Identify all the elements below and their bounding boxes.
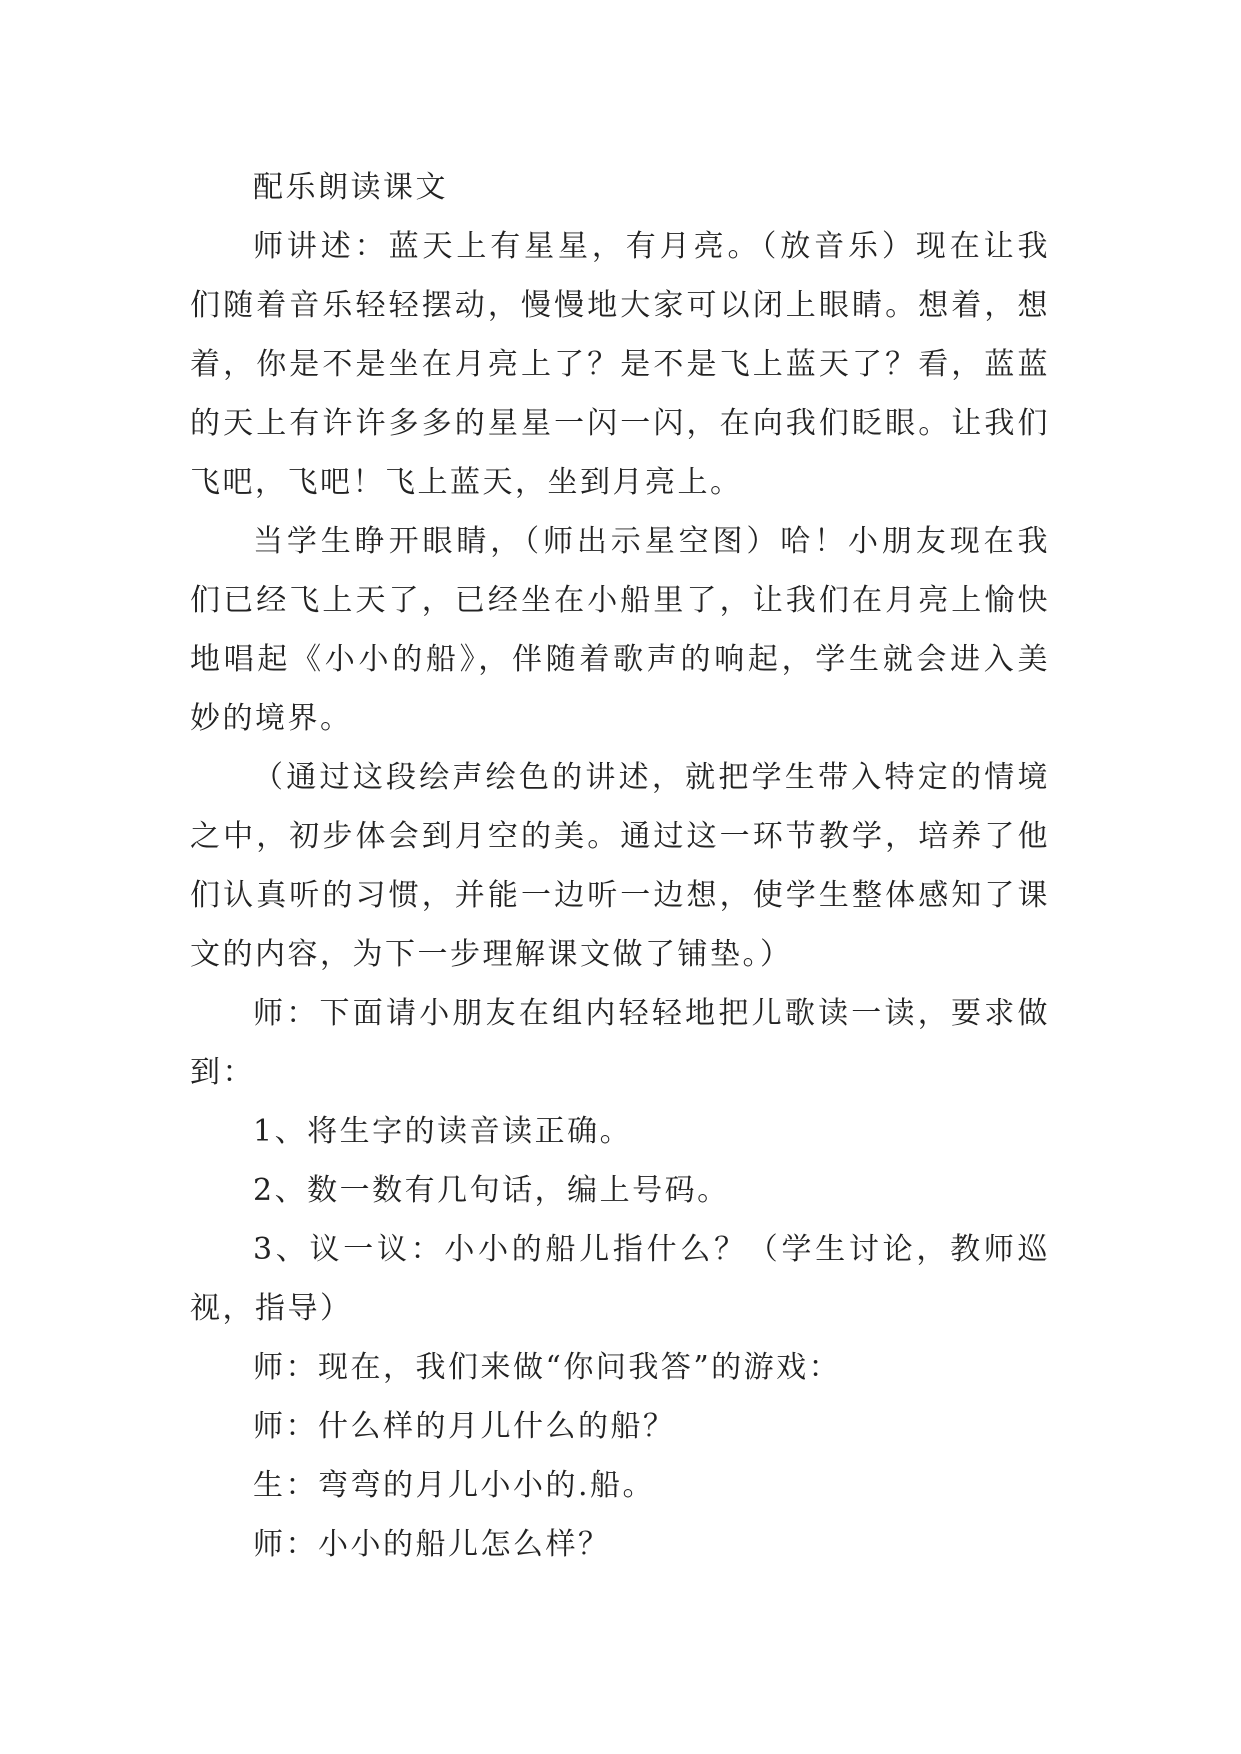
list-item-1: 1、将生字的读音读正确。 (253, 1114, 633, 1149)
list-item-2: 2、数一数有几句话，编上号码。 (253, 1173, 730, 1208)
dialogue-student-answer-1: 生：弯弯的月儿小小的.船。 (253, 1468, 656, 1503)
paragraph-game-intro: 师：现在，我们来做“你问我答”的游戏： (253, 1350, 842, 1385)
list-item-3: 3、议一议：小小的船儿指什么？（学生讨论，教师巡视，指导） (190, 1232, 1050, 1326)
dialogue-teacher-question-1: 师：什么样的月儿什么的船？ (253, 1409, 676, 1444)
paragraph-teacher-narration: 师讲述：蓝天上有星星，有月亮。（放音乐）现在让我们随着音乐轻轻摆动，慢慢地大家可以闭上眼睛。想着，想着，你是不是坐在月亮上了？是不是飞上蓝天了？看，蓝蓝的天上有许许多多的星星一闪一闪，在向我们眨眼。让我们飞吧，飞吧！飞上蓝天，坐到月亮上。 (190, 229, 1050, 500)
paragraph-heading: 配乐朗读课文 (253, 170, 448, 205)
dialogue-teacher-question-2: 师：小小的船儿怎么样？ (253, 1527, 611, 1562)
paragraph-reading-instructions: 师：下面请小朋友在组内轻轻地把儿歌读一读，要求做到： (190, 996, 1050, 1090)
document-body (190, 158, 1050, 1574)
paragraph-commentary: （通过这段绘声绘色的讲述，就把学生带入特定的情境之中，初步体会到月空的美。通过这一环节教学，培养了他们认真听的习惯，并能一边听一边想，使学生整体感知了课文的内容，为下一步理解课文做了铺垫。） (190, 760, 1050, 972)
paragraph-students-open-eyes: 当学生睁开眼睛，（师出示星空图）哈！小朋友现在我们已经飞上天了，已经坐在小船里了，让我们在月亮上愉快地唱起《小小的船》，伴随着歌声的响起，学生就会进入美妙的境界。 (190, 524, 1050, 736)
